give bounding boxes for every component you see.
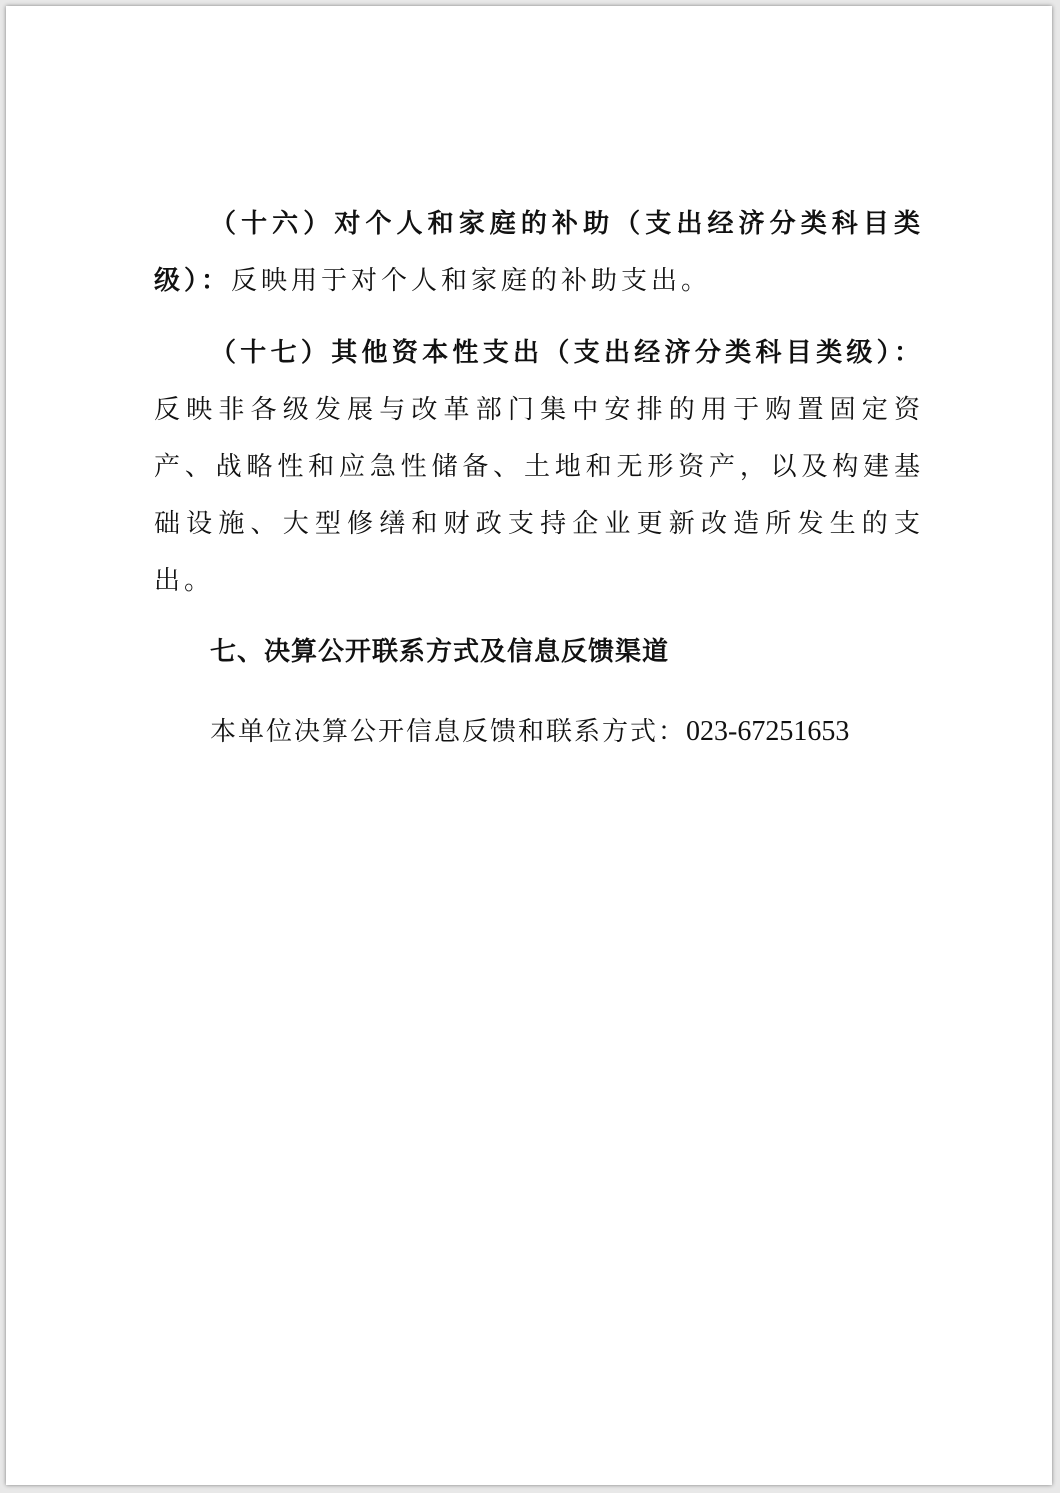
item-sixteen — [154, 196, 924, 310]
item-description: 反映非各级发展与改革部门集中安排的用于购置固定资产、战略性和应急性储备、土地和无形资产，以及构建基础设施、大型修缮和财政支持企业更新改造所发生的支出。 — [154, 395, 924, 596]
section-heading: 七、决算公开联系方式及信息反馈渠道 — [210, 637, 670, 667]
page-content — [154, 196, 924, 761]
item-term: （十六）对个人和家庭的补助（支出经济分类科目类级）： — [154, 209, 924, 296]
document-page — [6, 6, 1052, 1485]
contact-line — [154, 703, 924, 761]
contact-phone: 023-67251653 — [686, 716, 850, 747]
item-seventeen — [154, 325, 924, 610]
contact-label: 本单位决算公开信息反馈和联系方式： — [210, 717, 687, 747]
item-description: 反映用于对个人和家庭的补助支出。 — [231, 266, 712, 296]
item-term: （十七）其他资本性支出（支出经济分类科目类级）： — [210, 338, 924, 368]
